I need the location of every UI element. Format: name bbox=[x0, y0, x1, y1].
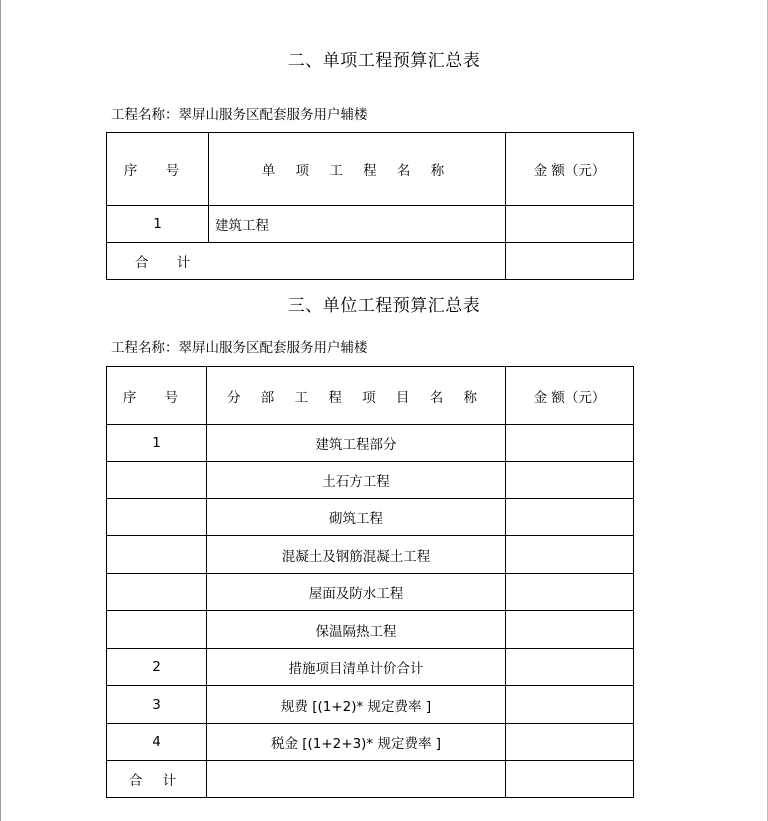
row-seq: 4 bbox=[107, 724, 207, 761]
total-label: 合 计 bbox=[107, 243, 506, 280]
row-amount bbox=[506, 499, 634, 536]
row-name: 砌筑工程 bbox=[207, 499, 506, 536]
row-seq: 1 bbox=[107, 206, 209, 243]
header-name: 分 部 工 程 项 目 名 称 bbox=[207, 367, 506, 425]
section2-project-name: 工程名称：翠屏山服务区配套服务用户辅楼 bbox=[111, 107, 368, 123]
table-row bbox=[107, 425, 634, 462]
total-amount bbox=[506, 243, 634, 280]
section2-title: 二、单项工程预算汇总表 bbox=[287, 51, 481, 71]
row-name: 税金 [(1+2+3)* 规定费率 ] bbox=[207, 724, 506, 761]
table-row bbox=[107, 574, 634, 611]
header-amount: 金 额（元） bbox=[506, 133, 634, 206]
section3-project-name: 工程名称：翠屏山服务区配套服务用户辅楼 bbox=[111, 340, 368, 356]
row-amount bbox=[506, 686, 634, 724]
header-seq: 序 号 bbox=[107, 133, 209, 206]
table-row bbox=[107, 462, 634, 499]
total-amount bbox=[506, 761, 634, 798]
row-name: 建筑工程 bbox=[209, 206, 506, 243]
row-amount bbox=[506, 724, 634, 761]
row-name: 建筑工程部分 bbox=[207, 425, 506, 462]
table-row bbox=[107, 686, 634, 724]
row-name: 混凝土及钢筋混凝土工程 bbox=[207, 536, 506, 574]
total-label: 合 计 bbox=[107, 761, 207, 798]
table-row bbox=[107, 611, 634, 649]
header-name: 单 项 工 程 名 称 bbox=[209, 133, 506, 206]
row-seq bbox=[107, 611, 207, 649]
unit-project-summary-table bbox=[106, 366, 634, 798]
row-seq bbox=[107, 499, 207, 536]
row-name: 措施项目清单计价合计 bbox=[207, 649, 506, 686]
row-seq: 1 bbox=[107, 425, 207, 462]
header-amount: 金 额（元） bbox=[506, 367, 634, 425]
table-row bbox=[107, 536, 634, 574]
row-seq bbox=[107, 574, 207, 611]
total-row bbox=[107, 761, 634, 798]
row-name: 屋面及防水工程 bbox=[207, 574, 506, 611]
row-seq bbox=[107, 536, 207, 574]
row-amount bbox=[506, 611, 634, 649]
page-edge bbox=[0, 0, 1, 821]
table-header-row bbox=[107, 367, 634, 425]
row-name: 土石方工程 bbox=[207, 462, 506, 499]
table-header-row bbox=[107, 133, 634, 206]
row-seq bbox=[107, 462, 207, 499]
section3-title: 三、单位工程预算汇总表 bbox=[287, 296, 481, 316]
row-amount bbox=[506, 206, 634, 243]
row-seq: 2 bbox=[107, 649, 207, 686]
row-seq: 3 bbox=[107, 686, 207, 724]
total-name bbox=[207, 761, 506, 798]
table-row bbox=[107, 499, 634, 536]
total-row bbox=[107, 243, 634, 280]
table-row bbox=[107, 724, 634, 761]
row-name: 保温隔热工程 bbox=[207, 611, 506, 649]
row-amount bbox=[506, 462, 634, 499]
header-seq: 序 号 bbox=[107, 367, 207, 425]
row-name: 规费 [(1+2)* 规定费率 ] bbox=[207, 686, 506, 724]
row-amount bbox=[506, 649, 634, 686]
single-project-summary-table bbox=[106, 132, 634, 280]
table-row bbox=[107, 649, 634, 686]
row-amount bbox=[506, 425, 634, 462]
row-amount bbox=[506, 536, 634, 574]
row-amount bbox=[506, 574, 634, 611]
table-row bbox=[107, 206, 634, 243]
